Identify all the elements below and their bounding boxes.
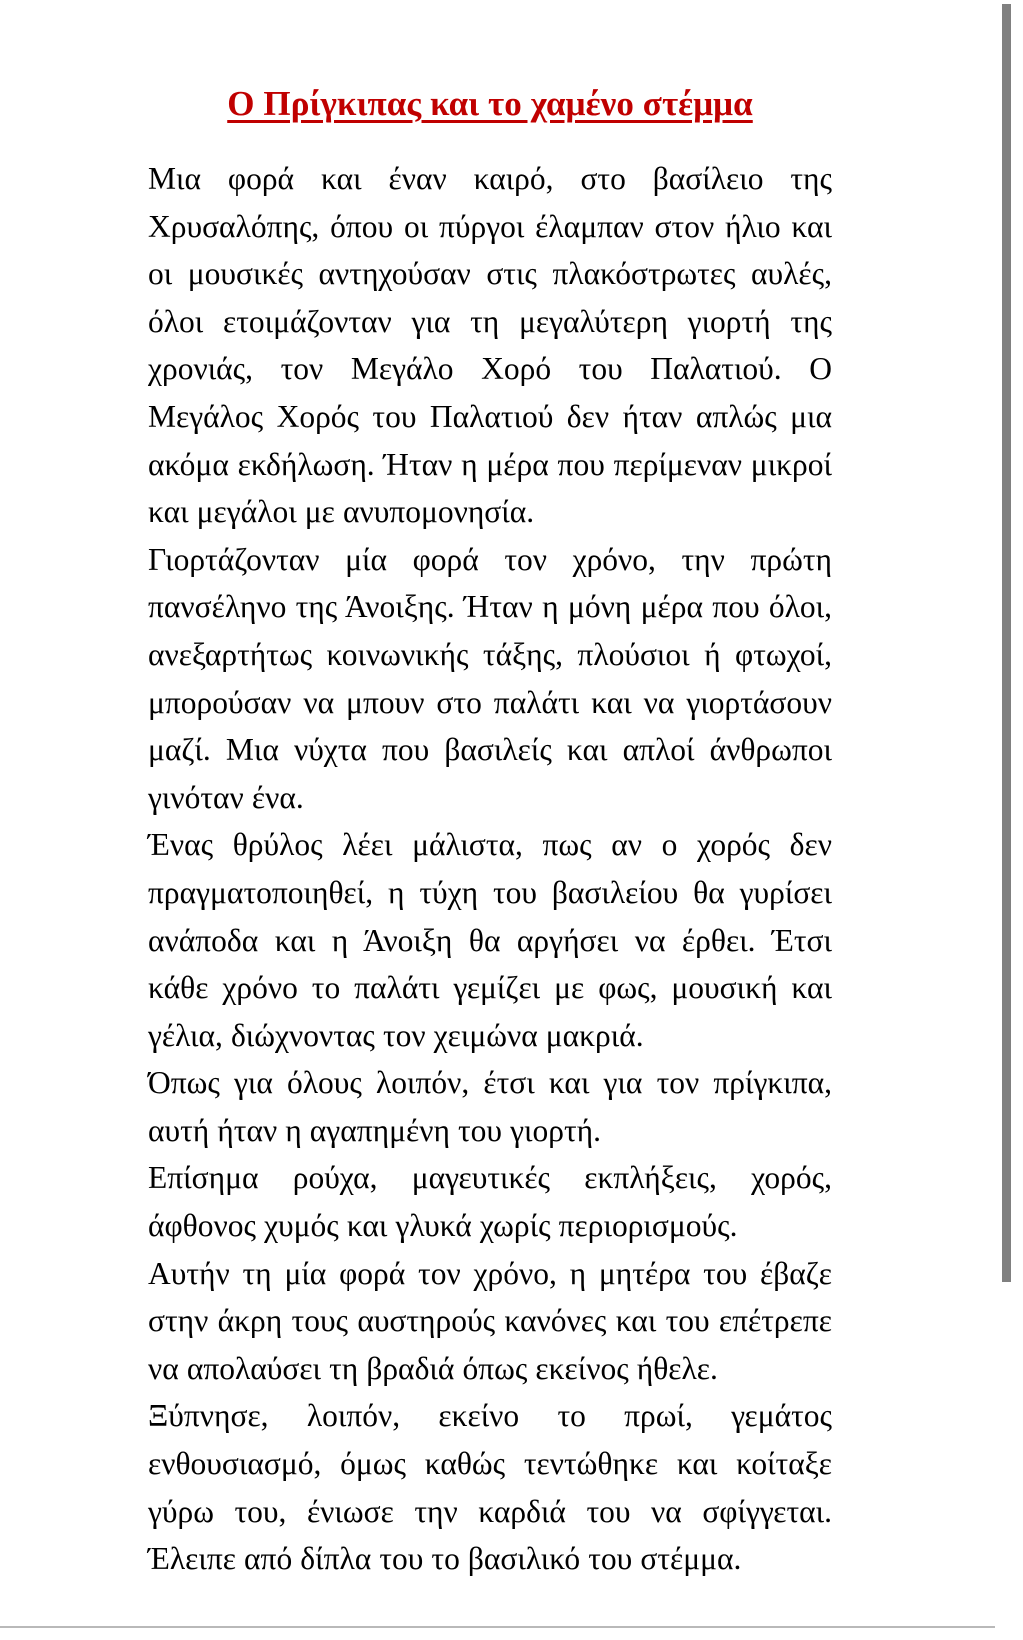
paragraph: Γιορτάζονταν μία φορά τον χρόνο, την πρώτη πανσέληνο της Άνοιξης. Ήταν η μόνη μέρα που όλοι, ανεξαρτήτως κοινωνικής τάξης, πλούσιοι ή φτωχοί, μπορούσαν να μπουν στο παλάτι και να γιορτάσουν μαζί. Μια νύχτα που βασιλείς και απλοί άνθρωποι γινόταν ένα. (148, 541, 832, 815)
paragraph: Αυτήν τη μία φορά τον χρόνο, η μητέρα του έβαζε στην άκρη τους αυστηρούς κανόνες και του επέτρεπε να απολαύσει τη βραδιά όπως εκείνος ήθελε. (148, 1255, 832, 1386)
paragraph: Ένας θρύλος λέει μάλιστα, πως αν ο χορός δεν πραγματοποιηθεί, η τύχη του βασιλείου θα γυρίσει ανάποδα και η Άνοιξη θα αργήσει να έρθει. Έτσι κάθε χρόνο το παλάτι γεμίζει με φως, μουσική και γέλια, διώχνοντας τον χειμώνα μακριά. (148, 827, 832, 1053)
paragraph: Όπως για όλους λοιπόν, έτσι και για τον πρίγκιπα, αυτή ήταν η αγαπημένη του γιορτή. (148, 1065, 832, 1148)
paragraph: Ξύπνησε, λοιπόν, εκείνο το πρωί, γεμάτος ενθουσιασμό, όμως καθώς τεντώθηκε και κοίταξε γύρω του, ένιωσε την καρδιά του να σφίγγεται. Έλειπε από δίπλα του το βασιλικό του στέμμα. (148, 1398, 832, 1577)
paragraph: Μια φορά και έναν καιρό, στο βασίλειο της Χρυσαλόπης, όπου οι πύργοι έλαμπαν στον ήλιο και οι μουσικές αντηχούσαν στις πλακόστρωτες αυλές, όλοι ετοιμάζονταν για τη μεγαλύτερη γιορτή της χρονιάς, τον Μεγάλο Χορό του Παλατιού. Ο Μεγάλος Χορός του Παλατιού δεν ήταν απλώς μια ακόμα εκδήλωση. Ήταν η μέρα που περίμεναν μικροί και μεγάλοι με ανυπομονησία. (148, 161, 832, 530)
paragraph: Επίσημα ρούχα, μαγευτικές εκπλήξεις, χορός, άφθονος χυμός και γλυκά χωρίς περιορισμούς. (148, 1160, 832, 1244)
scrollbar-thumb[interactable] (1002, 4, 1011, 1282)
vertical-scrollbar[interactable] (995, 0, 1023, 1640)
document-text-column (148, 0, 832, 1583)
page-title: Ο Πρίγκιπας και το χαμένο στέμμα (227, 84, 753, 123)
document-paragraphs (148, 124, 832, 1583)
